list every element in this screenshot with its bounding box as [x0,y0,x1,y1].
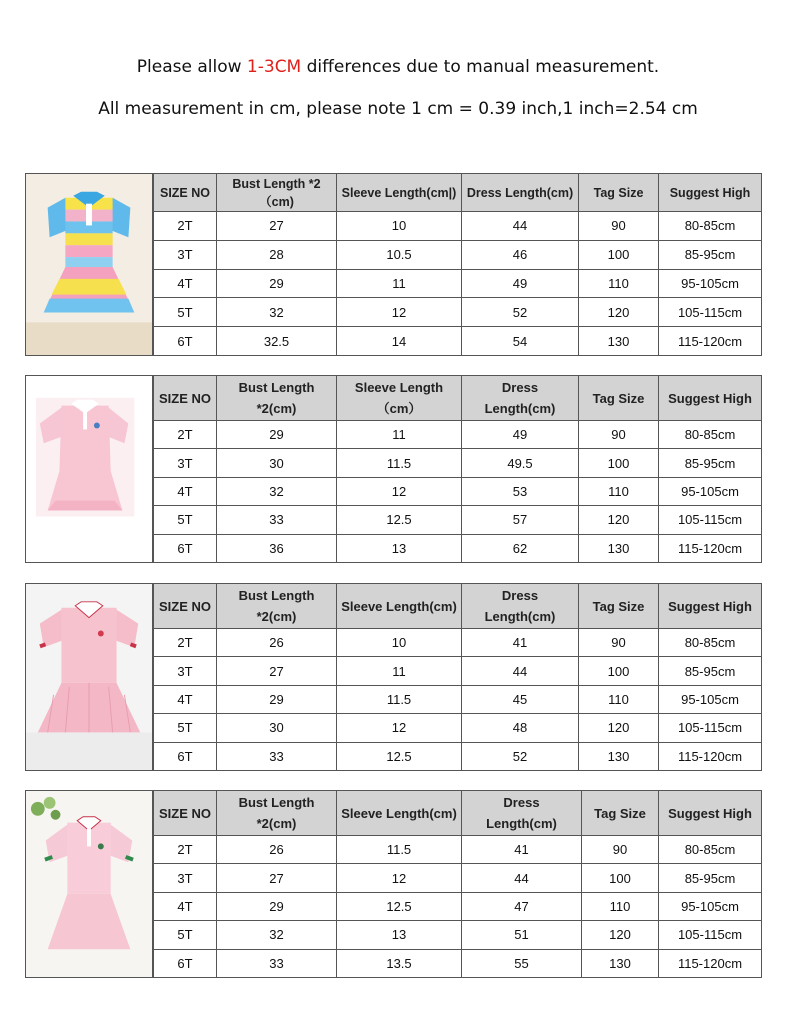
col-header-tag-size: Tag Size [582,791,659,836]
bust-cell: 32 [217,298,337,327]
sleeve-cell: 14 [337,327,462,356]
dress-cell: 54 [462,327,579,356]
sleeve-cell: 12 [337,864,462,892]
table-row [154,298,762,327]
size-chart-block-1 [25,173,761,356]
dress-cell: 51 [462,921,582,949]
size-cell: 3T [154,657,217,685]
dress-cell: 44 [462,212,579,241]
sleeve-cell: 11 [337,657,462,685]
sleeve-cell: 12.5 [337,892,462,920]
size-cell: 2T [154,212,217,241]
col-header-dress-length: Dress Length(cm) [462,584,579,629]
bust-cell: 27 [217,212,337,241]
col-header-sleeve-length: Sleeve Length （cm） [337,376,462,421]
sleeve-cell: 10 [337,212,462,241]
table-row [154,269,762,298]
dress-cell: 52 [462,742,579,770]
tag-cell: 90 [582,836,659,864]
col-header-bust-length: Bust Length *2(cm) [217,584,337,629]
size-cell: 6T [154,949,217,977]
bust-cell: 26 [217,836,337,864]
rainbow-striped-polo-dress-image [25,173,153,356]
pink-polo-dress-image [25,375,153,563]
bust-cell: 28 [217,240,337,269]
col-header-bust-length: Bust Length *2(cm) [217,791,337,836]
unit-conversion-note: All measurement in cm, please note 1 cm = 0.39 inch,1 inch=2.54 cm [98,99,698,119]
table-row [154,534,762,562]
bust-cell: 36 [217,534,337,562]
tag-cell: 120 [579,714,659,742]
size-cell: 3T [154,240,217,269]
height-cell: 80-85cm [659,629,762,657]
tag-cell: 100 [579,657,659,685]
size-cell: 6T [154,534,217,562]
light-pink-polo-dress-image [25,790,153,978]
sleeve-cell: 11.5 [337,685,462,713]
bust-cell: 29 [217,421,337,449]
tolerance-highlight: 1-3CM [246,57,302,77]
col-header-dress-length: Dress Length(cm) [462,376,579,421]
tag-cell: 130 [579,327,659,356]
table-row [154,477,762,505]
notice-text: Please allow [136,57,247,77]
height-cell: 105-115cm [659,506,762,534]
size-cell: 4T [154,892,217,920]
bust-cell: 33 [217,949,337,977]
col-header-dress-length: Dress Length(cm) [462,174,579,212]
dress-cell: 46 [462,240,579,269]
size-table-4 [153,790,762,978]
height-cell: 115-120cm [659,949,762,977]
height-cell: 115-120cm [659,742,762,770]
col-header-suggest-high: Suggest High [659,791,762,836]
tag-cell: 90 [579,421,659,449]
col-header-tag-size: Tag Size [579,174,659,212]
table-row [154,421,762,449]
size-table-3 [153,583,762,771]
height-cell: 85-95cm [659,657,762,685]
size-cell: 4T [154,269,217,298]
col-header-bust-length: Bust Length *2(cm) [217,376,337,421]
height-cell: 95-105cm [659,269,762,298]
height-cell: 105-115cm [659,921,762,949]
bust-cell: 33 [217,506,337,534]
height-cell: 105-115cm [659,714,762,742]
sleeve-cell: 10.5 [337,240,462,269]
table-row [154,327,762,356]
tag-cell: 120 [579,298,659,327]
header-row [154,791,762,836]
size-cell: 3T [154,449,217,477]
size-cell: 3T [154,864,217,892]
size-cell: 4T [154,477,217,505]
tag-cell: 110 [582,892,659,920]
size-cell: 4T [154,685,217,713]
col-header-suggest-high: Suggest High [659,584,762,629]
tag-cell: 130 [579,534,659,562]
col-header-sleeve-length: Sleeve Length(cm) [337,791,462,836]
bust-cell: 27 [217,657,337,685]
table-row [154,506,762,534]
dress-cell: 45 [462,685,579,713]
col-header-size-no: SIZE NO [154,584,217,629]
bust-cell: 29 [217,892,337,920]
dress-cell: 49 [462,421,579,449]
dress-cell: 49.5 [462,449,579,477]
size-table-1 [153,173,762,356]
dress-cell: 52 [462,298,579,327]
sleeve-cell: 12.5 [337,742,462,770]
height-cell: 95-105cm [659,477,762,505]
height-cell: 95-105cm [659,892,762,920]
table-row [154,449,762,477]
bust-cell: 30 [217,714,337,742]
dress-cell: 41 [462,629,579,657]
table-row [154,240,762,269]
height-cell: 105-115cm [659,298,762,327]
size-cell: 5T [154,714,217,742]
tag-cell: 110 [579,269,659,298]
bust-cell: 29 [217,685,337,713]
table-row [154,212,762,241]
height-cell: 85-95cm [659,240,762,269]
bust-cell: 27 [217,864,337,892]
sleeve-cell: 13.5 [337,949,462,977]
col-header-suggest-high: Suggest High [659,376,762,421]
col-header-suggest-high: Suggest High [659,174,762,212]
header-row [154,584,762,629]
header-row [154,376,762,421]
height-cell: 85-95cm [659,864,762,892]
col-header-sleeve-length: Sleeve Length(cm|) [337,174,462,212]
sleeve-cell: 12 [337,714,462,742]
col-header-size-no: SIZE NO [154,174,217,212]
height-cell: 80-85cm [659,212,762,241]
tag-cell: 90 [579,212,659,241]
tag-cell: 90 [579,629,659,657]
size-chart-block-3 [25,583,761,771]
tag-cell: 100 [579,449,659,477]
table-row [154,921,762,949]
sleeve-cell: 13 [337,921,462,949]
tag-cell: 100 [582,864,659,892]
size-cell: 2T [154,836,217,864]
tag-cell: 130 [579,742,659,770]
height-cell: 115-120cm [659,534,762,562]
size-cell: 5T [154,506,217,534]
tag-cell: 130 [582,949,659,977]
dress-cell: 47 [462,892,582,920]
tag-cell: 110 [579,685,659,713]
dress-cell: 55 [462,949,582,977]
sleeve-cell: 12 [337,298,462,327]
col-header-size-no: SIZE NO [154,376,217,421]
bust-cell: 32 [217,477,337,505]
dress-cell: 44 [462,864,582,892]
size-chart-block-4 [25,790,761,978]
bust-cell: 33 [217,742,337,770]
sleeve-cell: 10 [337,629,462,657]
table-row [154,742,762,770]
table-row [154,892,762,920]
col-header-tag-size: Tag Size [579,376,659,421]
size-cell: 6T [154,327,217,356]
dress-cell: 62 [462,534,579,562]
col-header-bust-length: Bust Length *2 （cm) [217,174,337,212]
bust-cell: 32.5 [217,327,337,356]
size-table-2 [153,375,762,563]
dress-cell: 41 [462,836,582,864]
bust-cell: 26 [217,629,337,657]
table-row [154,685,762,713]
height-cell: 85-95cm [659,449,762,477]
size-chart-block-2 [25,375,761,563]
dress-cell: 57 [462,506,579,534]
table-row [154,864,762,892]
notice-text-end: differences due to manual measurement. [301,57,660,77]
table-row [154,714,762,742]
size-cell: 2T [154,421,217,449]
col-header-size-no: SIZE NO [154,791,217,836]
dress-cell: 49 [462,269,579,298]
col-header-sleeve-length: Sleeve Length(cm) [337,584,462,629]
tag-cell: 110 [579,477,659,505]
height-cell: 115-120cm [659,327,762,356]
height-cell: 80-85cm [659,421,762,449]
sleeve-cell: 11 [337,269,462,298]
dress-cell: 48 [462,714,579,742]
sleeve-cell: 11.5 [337,836,462,864]
sleeve-cell: 12.5 [337,506,462,534]
table-row [154,949,762,977]
sleeve-cell: 11.5 [337,449,462,477]
table-row [154,629,762,657]
size-cell: 6T [154,742,217,770]
bust-cell: 32 [217,921,337,949]
pink-pleated-polo-dress-image [25,583,153,771]
measurement-notice [0,57,796,77]
bust-cell: 30 [217,449,337,477]
size-cell: 2T [154,629,217,657]
col-header-tag-size: Tag Size [579,584,659,629]
dress-cell: 53 [462,477,579,505]
height-cell: 95-105cm [659,685,762,713]
sleeve-cell: 13 [337,534,462,562]
tag-cell: 120 [582,921,659,949]
tag-cell: 100 [579,240,659,269]
dress-cell: 44 [462,657,579,685]
size-cell: 5T [154,921,217,949]
table-row [154,836,762,864]
sleeve-cell: 12 [337,477,462,505]
header-row [154,174,762,212]
size-cell: 5T [154,298,217,327]
sleeve-cell: 11 [337,421,462,449]
height-cell: 80-85cm [659,836,762,864]
bust-cell: 29 [217,269,337,298]
col-header-dress-length: Dress Length(cm) [462,791,582,836]
table-row [154,657,762,685]
tag-cell: 120 [579,506,659,534]
